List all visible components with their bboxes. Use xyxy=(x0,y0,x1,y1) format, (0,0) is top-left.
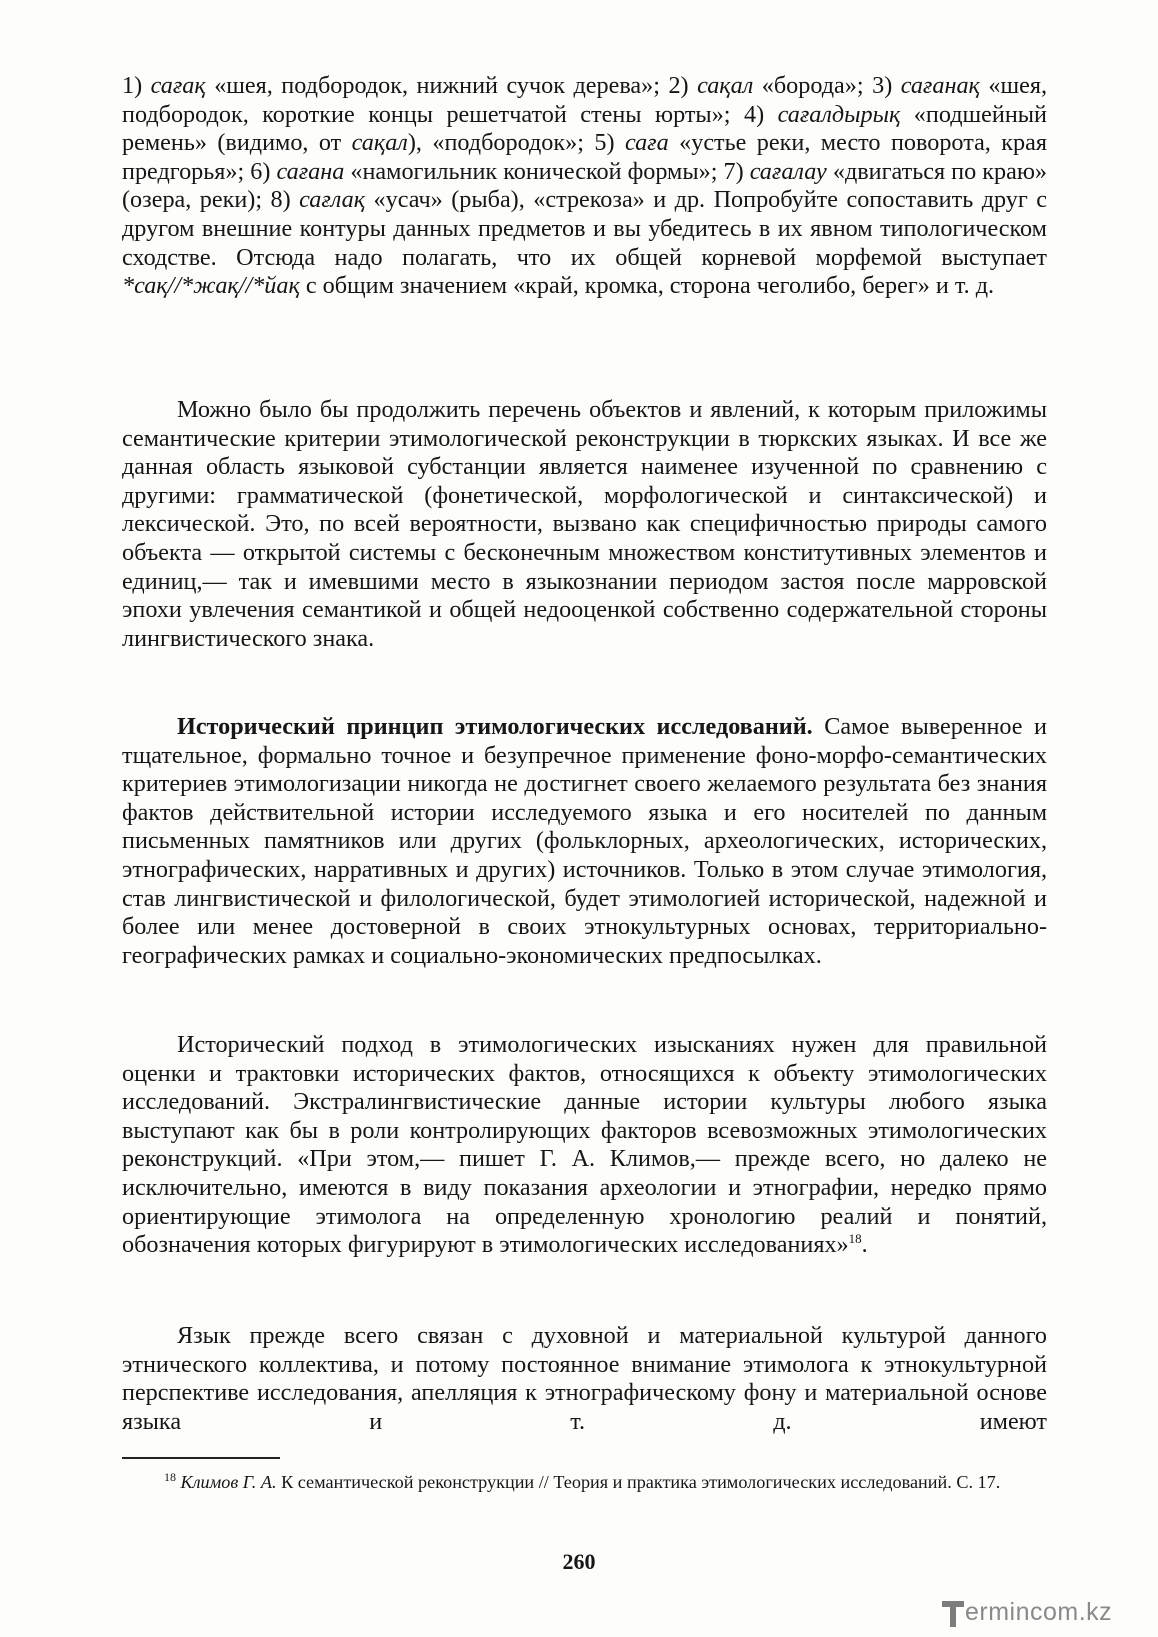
term: сағалау xyxy=(749,157,827,185)
term: сағана xyxy=(276,157,345,185)
paragraph-historical-principle xyxy=(122,713,1047,970)
paragraph-historical-approach xyxy=(122,1031,1047,1260)
text-run: «борода»; 3) xyxy=(753,72,901,99)
term: *сақ//*жақ//*йақ xyxy=(122,272,300,300)
term: сақал xyxy=(351,129,408,157)
term: саға xyxy=(624,129,669,157)
term: сағанақ xyxy=(900,72,980,99)
paragraph-text: Исторический подход в этимологических изысканиях нужен для правильной оценки и трактовки исторических фактов, относящихся к объекту этимологических исследований. Экстралингвистические данные истории культуры любого языка выступают как бы в роли контролирующих факторов всевозможных этимологических реконструкций. «При этом,— пишет Г. А. Климов,— прежде всего, но далеко не исключительно, имеются в виду показания археологии и этнографии, нередко прямо ориентирующие этимолога на определенную хронологию реалий и понятий, обозначения которых фигурируют в этимологических исследованиях» xyxy=(122,1031,1047,1259)
page-number: 260 xyxy=(562,1549,596,1574)
footnote-text: К семантической реконструкции // Теория и практика этимологических исследований. С. 17. xyxy=(276,1472,1001,1492)
watermark-text: ermincom.kz xyxy=(965,1598,1113,1626)
text-run: «шея, подбородок, короткие концы решетчатой стены юрты»; 4) xyxy=(122,72,1047,128)
site-watermark xyxy=(940,1598,1150,1630)
term: сақал xyxy=(697,72,754,99)
footnote-number: 18 xyxy=(164,1469,176,1484)
text-run: . xyxy=(861,1231,868,1259)
text-run: «намогильник конической формы»; 7) xyxy=(344,157,750,185)
text-run: ), «подбородок»; 5) xyxy=(407,129,625,157)
paragraph-text: Самое выверенное и тщательное, формально точное и безупречное применение фоно-морфо-семантических критериев этимологизации никогда не достигнет своего желаемого результата без знания фактов действительной истории исследуемого языка и его носителей по данным письменных памятников или других (фольклорных, археологических, исторических, этнографических, нарративных и других) источников. Только в этом случае этимология, став лингвистической и филологической, будет этимологией исторической, надежной и более или менее достоверной в своих этнокультурных основах, территориальногеографических рамках и социально-экономических предпосылках. xyxy=(122,713,1047,969)
term: сағақ xyxy=(150,72,206,99)
text-run: с общим значением «край, кромка, сторона чеголибо, берег» и т. д. xyxy=(299,272,995,300)
watermark-t-logo-icon xyxy=(940,1598,966,1630)
text-run: «устье реки, место поворота, края предгорья»; 6) xyxy=(122,129,1047,185)
paragraph-language-culture xyxy=(122,1322,1047,1436)
paragraph-text: Язык прежде всего связан с духовной и материальной культурой данного этнического коллектива, и потому постоянное внимание этимолога к этнокультурной перспективе исследования, апелляция к этнографическому фону и материальной основе языка и т. д. имеют xyxy=(122,1322,1047,1435)
footnote-divider xyxy=(122,1457,280,1459)
paragraph-text: Можно было бы продолжить перечень объектов и явлений, к которым приложимы семантические критерии этимологической реконструкции в тюркских языках. И все же данная область языковой субстанции является наименее изученной по сравнению с другими: грамматической (фонетической, морфологической и синтаксической) и лексической. Это, по всей вероятности, вызвано как специфичностью природы самого объекта — открытой системы с бесконечным множеством конститутивных элементов и единиц,— так и имевшими место в языкознании периодом застоя после марровской эпохи увлечения семантикой и общей недооценкой собственно содержательной стороны лингвистического знака. xyxy=(122,396,1047,652)
text-run: «усач» (рыба), «стрекоза» и др. Попробуйте сопоставить друг с другом внешние контуры данных предметов и вы убедитесь в их явном типологическом сходстве. Отсюда надо полагать, что их общей корневой морфемой выступает xyxy=(122,186,1047,271)
footnote-author: Климов Г. А. xyxy=(180,1472,277,1492)
section-heading: Исторический принцип этимологических исследований. xyxy=(177,713,813,740)
text-run: «шея, подбородок, нижний сучок дерева»; 2) xyxy=(205,72,698,99)
text-run: 1) xyxy=(122,72,151,99)
term: сағлақ xyxy=(299,186,366,214)
footnote xyxy=(122,1471,1047,1495)
footnote-reference[interactable]: 18 xyxy=(848,1231,862,1247)
term: сағалдырық xyxy=(777,100,901,128)
text-run: «двигаться по краю» (озера, реки); 8) xyxy=(122,157,1047,214)
text-run: «подшейный ремень» (видимо, от xyxy=(122,100,1047,157)
paragraph-examples xyxy=(122,72,1047,301)
paragraph-semantic-criteria xyxy=(122,396,1047,653)
